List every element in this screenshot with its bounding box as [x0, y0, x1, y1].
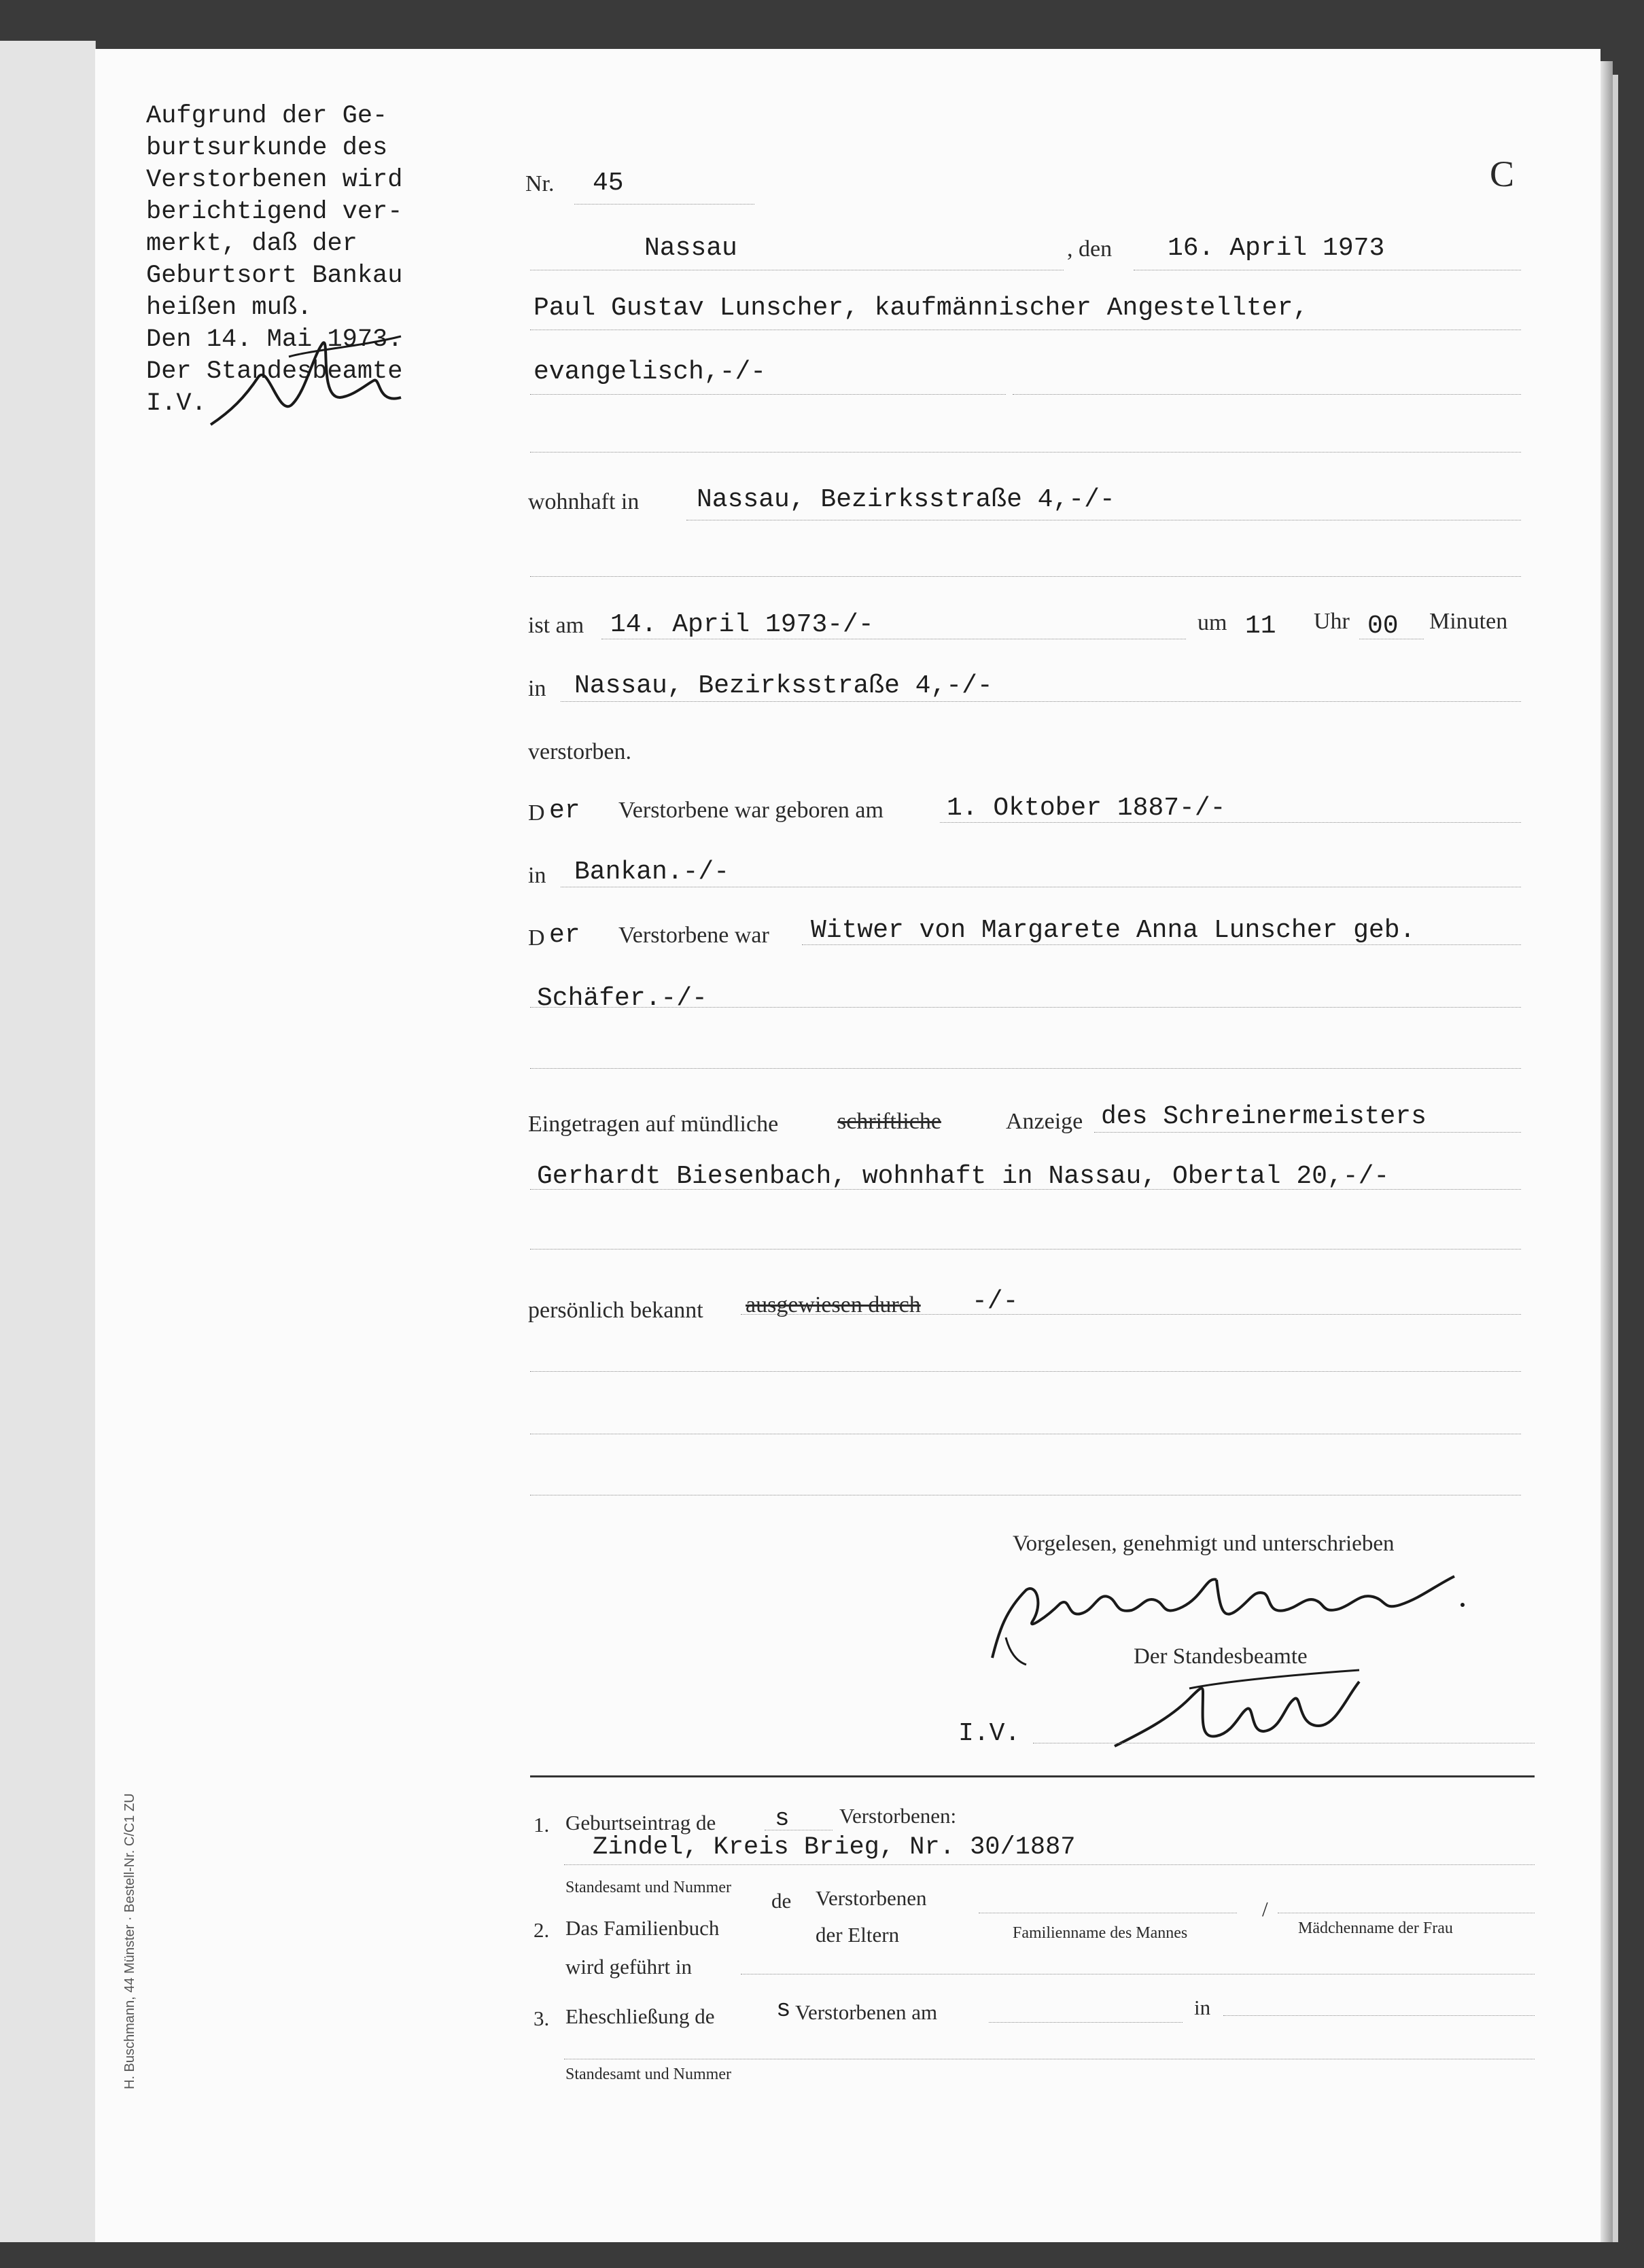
identity-value: -/- — [972, 1287, 1019, 1316]
margin-note-line: Verstorbenen wird — [146, 166, 403, 194]
deceased-religion: evangelisch,-/- — [534, 357, 767, 387]
marital-label: Verstorbene war — [618, 923, 769, 948]
registry-date: 16. April 1973 — [1168, 234, 1385, 263]
printer-imprint: H. Buschmann, 44 Münster · Bestell-Nr. C/C1 ZU — [122, 1793, 137, 2089]
rule — [530, 1007, 1521, 1008]
death-date-label: ist am — [528, 613, 584, 638]
footer-item2-option-parents: der Eltern — [816, 1923, 900, 1947]
margin-note-line: I.V. — [146, 389, 207, 418]
footer-item2-kept-in: wird geführt in — [565, 1955, 692, 1979]
birth-place-label: in — [528, 863, 546, 888]
death-time-um-label: um — [1197, 610, 1227, 635]
margin-note-line: Den 14. Mai 1973. — [146, 325, 403, 354]
register-number: 45 — [593, 169, 624, 198]
registry-place: Nassau — [644, 234, 737, 263]
margin-note-line: Aufgrund der Ge- — [146, 102, 388, 130]
rule — [530, 1068, 1521, 1069]
death-minutes: 00 — [1367, 612, 1399, 641]
rule — [530, 394, 1006, 395]
footer-item1-caption: Standesamt und Nummer — [565, 1879, 731, 1896]
footer-item3-label-b: Verstorbenen am — [795, 2000, 938, 2024]
footer-item2-slash: / — [1262, 1897, 1268, 1921]
registration-struck-written: schriftliche — [837, 1109, 941, 1134]
margin-signature — [204, 316, 421, 445]
footer-item1-label: Geburtseintrag de — [565, 1811, 716, 1835]
register-number-label: Nr. — [525, 171, 555, 196]
margin-note-line: Geburtsort Bankau — [146, 262, 403, 290]
death-hour: 11 — [1245, 612, 1276, 641]
footer-item1-label-b: Verstorbenen: — [839, 1804, 957, 1828]
residence-value: Nassau, Bezirksstraße 4,-/- — [697, 485, 1115, 514]
rule — [530, 452, 1521, 453]
marital-d-fill: er — [549, 921, 580, 950]
footer-item1-number: 1. — [534, 1813, 550, 1837]
margin-note-line: Der Standesbeamte — [146, 357, 403, 386]
marital-d-label: D — [528, 925, 545, 951]
footer-item1-fill: s — [775, 1805, 790, 1832]
informant-name-address: Gerhardt Biesenbach, wohnhaft in Nassau, Obertal 20,-/- — [537, 1162, 1390, 1191]
marital-status-line1: Witwer von Margarete Anna Lunscher geb. — [811, 916, 1416, 945]
rule — [564, 1864, 1535, 1865]
birth-place: Bankan.-/- — [574, 857, 730, 887]
footer-separator — [530, 1775, 1535, 1777]
margin-note-line: burtsurkunde des — [146, 134, 388, 162]
rule — [561, 701, 1521, 702]
footer-item2-de: de — [771, 1889, 792, 1913]
birth-d-fill: er — [549, 796, 580, 826]
death-uhr-label: Uhr — [1314, 609, 1350, 634]
page-edge — [1601, 61, 1613, 2242]
deceased-label: verstorben. — [528, 739, 632, 764]
birth-label: Verstorbene war geboren am — [618, 798, 884, 823]
rule — [1094, 1132, 1521, 1133]
footer-item3-fill: s — [776, 1996, 791, 2023]
marital-status-line2: Schäfer.-/- — [537, 984, 707, 1013]
read-approved-signed: Vorgelesen, genehmigt und unterschrieben — [1013, 1531, 1395, 1556]
margin-note-line: berichtigend ver- — [146, 198, 403, 226]
birth-date: 1. Oktober 1887-/- — [947, 794, 1226, 823]
form-letter: C — [1490, 154, 1515, 194]
identity-struck: ausgewiesen durch — [746, 1292, 921, 1317]
rule — [1013, 394, 1521, 395]
rule — [530, 576, 1521, 577]
rule — [1223, 2015, 1535, 2016]
rule — [530, 1189, 1521, 1190]
registration-anzeige-label: Anzeige — [1006, 1109, 1083, 1134]
footer-caption-wife: Mädchenname der Frau — [1298, 1919, 1453, 1937]
footer-item2-label: Das Familienbuch — [565, 1916, 720, 1940]
footer-caption-husband: Familienname des Mannes — [1013, 1924, 1188, 1942]
registrar-label: Der Standesbeamte — [1134, 1644, 1308, 1669]
rule — [741, 1314, 1521, 1315]
identity-label: persönlich bekannt — [528, 1298, 703, 1323]
death-minuten-label: Minuten — [1429, 609, 1508, 634]
margin-note-line: heißen muß. — [146, 294, 313, 322]
death-place-label: in — [528, 676, 546, 701]
registration-label: Eingetragen auf mündliche — [528, 1112, 779, 1137]
date-label: , den — [1067, 236, 1113, 262]
rule — [574, 204, 754, 205]
rule — [530, 1371, 1521, 1372]
facing-page — [0, 41, 96, 2242]
page-edge-inner — [1613, 75, 1618, 2242]
footer-item3-number: 3. — [534, 2006, 550, 2030]
rule — [530, 1249, 1521, 1250]
deceased-name-occupation: Paul Gustav Lunscher, kaufmännischer Angestellter, — [534, 294, 1309, 323]
death-place: Nassau, Bezirksstraße 4,-/- — [574, 671, 993, 701]
footer-item3-caption: Standesamt und Nummer — [565, 2066, 731, 2083]
rule — [989, 2022, 1183, 2023]
footer-item3-label: Eheschließung de — [565, 2004, 715, 2028]
margin-note-line: merkt, daß der — [146, 230, 357, 258]
rule — [802, 944, 1521, 945]
iv-label: I.V. — [958, 1719, 1021, 1748]
footer-item3-in-label: in — [1194, 1996, 1211, 2019]
rule — [940, 822, 1521, 823]
registrar-signature — [1101, 1658, 1386, 1767]
death-date: 14. April 1973-/- — [610, 610, 874, 639]
informant-occupation: des Schreinermeisters — [1101, 1102, 1427, 1131]
birth-registry-entry: Zindel, Kreis Brieg, Nr. 30/1887 — [593, 1833, 1076, 1862]
residence-label: wohnhaft in — [528, 489, 640, 514]
footer-item2-number: 2. — [534, 1918, 550, 1942]
birth-d-label: D — [528, 800, 545, 826]
footer-item2-option-deceased: Verstorbenen — [816, 1886, 927, 1910]
